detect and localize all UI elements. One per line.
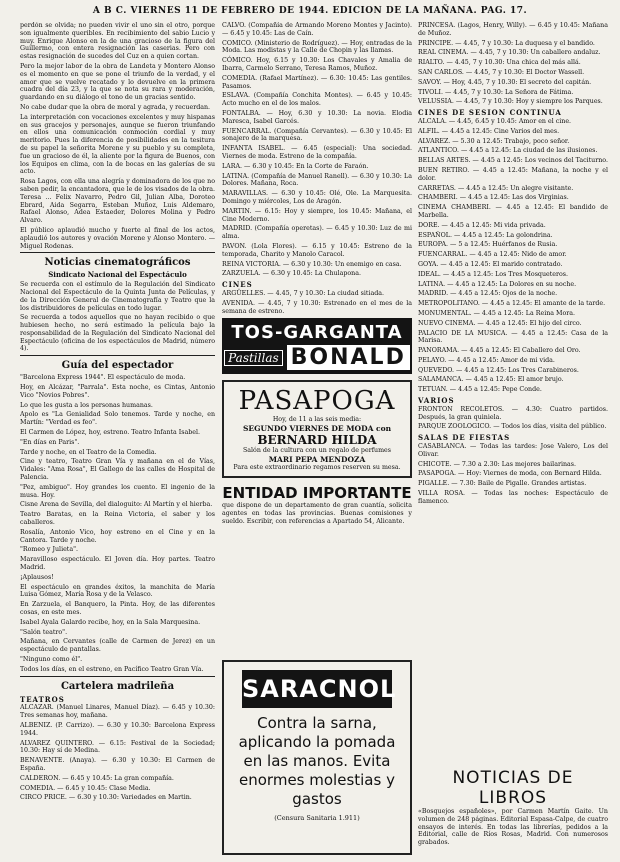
list-item: INFANTA ISABEL. — 6.45 (especial): Una sociedad. Viernes de moda. Estreno de la compañía. xyxy=(222,145,412,160)
list-item: PANORAMA. — 4.45 a 12.45: El Caballero del Oro. xyxy=(418,347,581,355)
list-item: AVENIDA. — 4.45, 7 y 10.30: Estrenado en el mes de la semana de estreno. xyxy=(222,299,412,314)
ad-saracnol-text: Contra la sarna, aplicando la pomada en las manos. Evita enormes molestias y gastos xyxy=(238,714,396,808)
list-item: Mañana, en Cervantes (calle de Carmen de Jerez) en un espectáculo de pantallas. xyxy=(20,638,215,654)
list-item: LATINA. (Compañía de Manuel Ranell). — 6.30 y 10.30: La Dolores. Mañana, Roca. xyxy=(222,172,412,188)
list-item: VELUSSIA. — 4.45, 7 y 10.30: Hoy y siempre los Parques. xyxy=(418,98,603,106)
list-item: ATLANTICO. — 4.45 a 12.45: La ciudad de las ilusiones. xyxy=(418,147,598,155)
ad-saracnol-brand: SARACNOL xyxy=(242,670,392,708)
list-item: El Carmen de López, hoy, estreno. Teatro Infanta Isabel. xyxy=(20,429,201,437)
paragraph: El público aplaudió mucho y fuerte al final de los actos, aplaudió los autores y ovación Morene y Alonso Montero. — Miguel Rodenas. xyxy=(20,226,215,250)
paragraph: Se recuerda con el estímulo de la Regulación del Sindicato Nacional del Espectáculo de la Quinta Junta de Películas, y de la Dirección General de Cinematografía y Teatro que la los distribuidores de películas en todo lugar. xyxy=(20,281,215,312)
cines-list xyxy=(222,290,412,314)
varios-list xyxy=(418,406,608,431)
list-item: Tarde y noche, en el Teatro de la Comedia. xyxy=(20,448,157,456)
list-item: NUEVO CINEMA. — 4.45 a 12.45: El hijo del circo. xyxy=(418,319,582,327)
column-right xyxy=(418,22,608,764)
ad-pasapoga-star: BERNARD HILDA xyxy=(257,433,377,447)
list-item: Hoy, en Alcázar, "Parrala". Esta noche, es Cintas, Antonio Vico "Novios Pobres". xyxy=(20,384,215,399)
list-item: En Zarzuela, el Banquero, la Pinta. Hoy, de las diferentes cosas, en este mes. xyxy=(20,601,215,616)
list-item: ALCAZAR. (Manuel Linares, Manuel Díaz). — 6.45 y 10.30: Tres semanas hoy, mañana. xyxy=(20,704,215,720)
list-item: Cisne Arena de Sevilla, del dialoguito: Al Martín y el hierba. xyxy=(20,501,213,509)
list-item: CALVO. (Compañía de Armando Moreno Montes y Jacinto). — 6.45 y 10.45: Las de Caín. xyxy=(222,22,412,37)
list-item: COMEDIA. — 6.45 y 10.45: Clase Media. xyxy=(20,784,151,792)
paragraph: perdón se olvida; no pueden vivir el uno sin el otro, porque son igualmente queribles. En recibimiento del sabio Lucio y muy. Enrique Alonso en la de una gracioso de la figura del Guillermo, con entera resignación las caserias. Pero con estas resignación de sucedes del Cuz en a quien cortan. xyxy=(20,22,215,61)
sesion-continua-heading: CINES DE SESION CONTINUA xyxy=(418,108,562,118)
list-item: Lo que les gusta a los personas humanas. xyxy=(20,401,153,409)
list-item: ESLAVA. (Compañía Conchita Montes). — 6.45 y 10.45: Acto mucho en el de los malos. xyxy=(222,92,412,108)
list-item: SALAMANCA. — 4.45 a 12.45: El amor brujo. xyxy=(418,376,564,384)
ad-pasapoga-line: Salón de la cultura con un regalo de perfumes xyxy=(242,447,392,454)
ad-pasapoga-line: Para este extraordinario regamos reserven su mesa. xyxy=(233,464,401,471)
ad-entidad-title: ENTIDAD IMPORTANTE xyxy=(222,484,412,502)
list-item: TETUAN. — 4.45 a 12.45: Pepe Conde. xyxy=(418,386,542,394)
divider xyxy=(20,355,215,356)
list-item: ALVAREZ QUINTERO. — 6.15: Festival de la Sociedad; 10.30: Hay sí de Medina. xyxy=(20,739,215,755)
varios-heading: VARIOS xyxy=(418,396,455,406)
salas-heading: SALAS DE FIESTAS xyxy=(418,433,511,443)
ad-pasapoga xyxy=(222,380,412,478)
list-item: LARA. — 6.30 y 10.45: En la Corte de Faraón. xyxy=(222,162,369,170)
guia-list xyxy=(20,374,215,673)
list-item: "Ninguno como él". xyxy=(20,655,83,663)
list-item: ALCALA. — 4.45, 6.45 y 10.45: Amor en el cine. xyxy=(418,117,572,125)
paragraph: Rosa Lagos, con ella una alegría y dominadora de los que no saben pedir, la encantadora, que le de los visados de la obra. Teresa ... Felix Navarro, Pedro Gil, Julian Alba, Doroteo Ebrard, Aida Segarra, Esteban Muñoz, Luis Aldemaro, Rafael Alonso, Adea Estaeder, Dolores Molina y Pedro Alvaro. xyxy=(20,178,215,225)
list-item: FONTALBA. — Hoy, 6.30 y 10.30: La novia. Elodia Maresca, Isabel Garcés. xyxy=(222,109,412,125)
list-item: ¡Aplausos! xyxy=(20,573,54,581)
list-item: El espectáculo en grandes éxitos, la manchita de María Luisa Gómez, María Rosa y de la Velasco. xyxy=(20,583,215,599)
list-item: BUEN RETIRO. — 4.45 a 12.45: Mañana, la noche y el dolor. xyxy=(418,166,608,182)
list-item: ALBENIZ. (P. Carrizo). — 6.30 y 10.30: Barcelona Express 1944. xyxy=(20,721,215,737)
list-item: "Romeo y Julieta". xyxy=(20,546,78,554)
list-item: CÓMICO. Hoy, 6.15 y 10.30: Los Chavales y Amalia de Ibarra, Carmelo Serrano, Teresa Ramos, Muñoz. xyxy=(222,57,412,72)
divider xyxy=(20,252,215,253)
list-item: ARGÜELLES. — 4.45, 7 y 10.30: La ciudad sitiada. xyxy=(222,289,384,297)
ad-pasapoga-name: PASAPOGA xyxy=(238,386,396,416)
list-item: COMEDIA. (Rafael Martínez). — 6.30: 10.45: Las gentiles. Pasamos. xyxy=(222,74,412,90)
list-item: PASAPOGA. — Hoy: Viernes de moda, con Bernard Hilda. xyxy=(418,470,602,478)
noticias-libros-heading: NOTICIAS DE LIBROS xyxy=(452,768,574,808)
ad-saracnol-foot: (Censura Sanitaria 1.911) xyxy=(274,814,360,822)
list-item: BELLAS ARTES. — 4.45 a 12.45: Los vecinos del Taciturno. xyxy=(418,157,608,165)
list-item: Teatro Baratas, en la Reina Victoria, el saber y los caballeros. xyxy=(20,511,215,527)
paragraph: La interpretación con vocaciones excelentes y muy hispanas en sus gracejos y personajes, aunque se fueron triunfando en ellos una comunicación conmoción cordial y muy meritorio. Pues la diferencia de posibilidades en la tesitura de su papel la señorita Morene y su pueblo y su completa, fue un gracioso de él, la aliente por la figura de Buenos, con los Equipos en clima, con la de bocas en las galerías de su acto. xyxy=(20,113,215,176)
divider xyxy=(20,676,215,677)
paragraph: Se recuerda a todos aquellos que no hayan recibido o que hubiesen hecho, no será estimado la película bajo la responsabilidad de la Regulación del Sindicato Nacional del Espectáculo (oficina de los espectáculos de Madrid, número 4). xyxy=(20,314,215,353)
list-item: REAL CINEMA. — 4.45, 7 y 10.30: Un caballero andaluz. xyxy=(418,49,601,57)
noticias-libros-text: «Bosquejos españoles», por Carmen Martín Gaite. Un volumen de 248 páginas. Editorial Espasa-Calpe, de cuatro ensayos de interés. En todas las librerías, pedidos a la Editorial, calle de Ríos Rosas, Madrid. Con numerosos grabados. xyxy=(418,808,608,847)
list-item: BENAVENTE. (Anaya). — 6.30 y 10.30: El Carmen de España. xyxy=(20,757,215,772)
list-item: SAN CARLOS. — 4.45, 7 y 10.30: El Doctor Wassell. xyxy=(418,68,585,76)
list-item: CHICOTE. — 7.30 a 2.30: Las mejores bailarinas. xyxy=(418,460,577,468)
list-item: MADRID. (Compañía operetas). — 6.45 y 10.30: Luz de mi alma. xyxy=(222,225,412,241)
list-item: ZARZUELA. — 6.30 y 10.45: La Chulapona. xyxy=(222,270,361,278)
list-item: EUROPA. — 5 a 12.45: Huérfanos de Rusia. xyxy=(418,241,558,249)
list-item: REINA VICTORIA. — 6.30 y 10.30: Un enemigo en casa. xyxy=(222,260,402,268)
list-item: "Barcelona Express 1944". El espectáculo de moda. xyxy=(20,374,186,382)
list-item: TIVOLI. — 4.45, 7 y 10.30: La Señora de Fátima. xyxy=(418,88,574,96)
list-item: LATINA. — 4.45 a 12.45: La Dolores en su noche. xyxy=(418,280,577,288)
list-item: "Salón teatro". xyxy=(20,628,68,636)
list-item: FRONTON RECOLETOS. — 4.30: Cuatro partidos. Después, la gran quiniela. xyxy=(418,405,608,421)
list-item: ALFIL. — 4.45 a 12.45: Cine Varios del mes. xyxy=(418,127,560,135)
review-text xyxy=(20,22,215,250)
list-item: CARRETAS. — 4.45 a 12.45: Un alegre visitante. xyxy=(418,184,574,192)
teatros-heading: TEATROS xyxy=(20,694,65,704)
teatros-list xyxy=(222,22,412,278)
noticias-subheading: Sindicato Nacional del Espectáculo xyxy=(48,270,187,280)
ad-tos-brand: BONALD xyxy=(287,345,410,370)
list-item: DORE. — 4.45 a 12.45: Mi vida privada. xyxy=(418,221,546,229)
list-item: PARQUE ZOOLOGICO. — Todos los días, visita del público. xyxy=(418,423,607,431)
list-item: MARTIN. — 6.15: Hoy y siempre, los 10.45: Mañana, el Cine Moderno. xyxy=(222,207,412,223)
list-item: ALVAREZ. — 5.30 a 12.45: Trabajo, poco señor. xyxy=(418,137,570,145)
list-item: CHAMBERI. — 4.45 a 12.45: Las dos Virginias. xyxy=(418,194,569,202)
list-item: FUENCARRAL. (Compañía Cervantes). — 6.30 y 10.45: El sonajero de la marquesa. xyxy=(222,127,412,143)
list-item: CINEMA CHAMBERI. — 4.45 a 12.45: El bandido de Marbella. xyxy=(418,204,608,219)
ad-tos-garganta xyxy=(222,318,412,374)
ad-tos-title: TOS-GARGANTA xyxy=(231,322,403,343)
list-item: MARAVILLAS. — 6.30 y 10.45: Olé, Ole. La Marquesita. Domingo y miércoles, Los de Aragón. xyxy=(222,190,412,205)
page-header: A B C. VIERNES 11 DE FEBRERO DE 1944. EDICION DE LA MAÑANA. PAG. 17. xyxy=(92,6,528,16)
list-item: VILLA ROSA. — Todas las noches: Espectáculo de flamenco. xyxy=(418,490,608,505)
list-item: FUENCARRAL. — 4.45 a 12.45: Nido de amor. xyxy=(418,251,567,259)
list-item: Rosalía, Antonio Vico, hoy estreno en el Cine y en la Cantora. Tarde y noche. xyxy=(20,528,215,544)
list-item: ESPAÑOL. — 4.45 a 12.45: La golondrina. xyxy=(418,231,553,239)
list-item: QUEVEDO. — 4.45 a 12.45: Los Tres Carabineros. xyxy=(418,366,579,374)
column-left xyxy=(20,22,215,857)
list-item: GOYA. — 4.45 a 12.45: El marido contratado. xyxy=(418,260,563,268)
list-item: PALACIO DE LA MUSICA. — 4.45 a 12.45: Casa de la Marisa. xyxy=(418,329,608,345)
list-item: MADRID. — 4.45 a 12.45: Ojos de la noche. xyxy=(418,290,558,298)
ad-saracnol xyxy=(222,660,412,855)
list-item: Apolo es "La Genialidad Solo tenemos. Tarde y noche, en Martín: "Verdad es feo". xyxy=(20,411,215,427)
noticias-text xyxy=(20,281,215,353)
sesion-continua-list xyxy=(418,118,608,394)
list-item: Maravilloso espectáculo. El Joven día. Hoy partes. Teatro Madrid. xyxy=(20,556,215,572)
list-item: PRINCESA. (Lagos, Henry, Willy). — 6.45 y 10.45: Mañana de Muñoz. xyxy=(418,22,608,37)
list-item: PIGALLE. — 7.30: Baile de Pigalle. Grandes artistas. xyxy=(418,480,587,488)
cartelera-list xyxy=(20,704,215,802)
paragraph: No cabe dudar que la obra de moral y agrada, y recuerdan. xyxy=(20,103,211,111)
list-item: CALDERON. — 6.45 y 10.45: La gran compañía. xyxy=(20,774,174,782)
list-item: "Pez, ambiguo". Hoy grandes los cuento. El ingenio de la musa. Hoy. xyxy=(20,483,215,499)
list-item: PELAYO. — 4.45 a 12.45: Amor de mi vida. xyxy=(418,356,555,364)
list-item: SAVOY. — Hoy, 4.45, 7 y 10.30: El secreto del capitán. xyxy=(418,78,592,86)
noticias-heading: Noticias cinematográficos xyxy=(44,257,191,269)
list-item: PAVON. (Lola Flores). — 6.15 y 10.45: Estreno de la temporada, Charito y Manolo Caracol. xyxy=(222,242,412,258)
ad-pasapoga-line: MARI PEPA MENDOZA xyxy=(268,455,366,464)
ad-pasapoga-line: Hoy, de 11 a las seis media: xyxy=(272,416,362,423)
list-item: Isabel Ayala Galardo recibe, hoy, en la Sala Marquesina. xyxy=(20,618,201,626)
list-item: Cine y teatro, Teatro Gran Vía y mañana en el de Vías, Vidales: "Ama Rosa", El Gallego de las calles de Hospital de Palencia. xyxy=(20,458,215,482)
cines-heading: CINES xyxy=(222,280,253,290)
noticias-libros xyxy=(418,768,608,849)
ad-entidad-text: que dispone de un departamento de gran cuantía, solicita agentes en todas las provincias. Buenas comisiones y sueldo. Escribir, con referencias a Apartado 54, Alicante. xyxy=(222,502,412,525)
list-item: Todos los días, en el estreno, en Pacífico Teatro Gran Vía. xyxy=(20,665,204,673)
list-item: CASABLANCA. — Todas las tardes: Jose Valero, Los del Olivar. xyxy=(418,443,608,458)
salas-list xyxy=(418,443,608,506)
list-item: MONUMENTAL. — 4.45 a 12.45: La Reina Mora. xyxy=(418,309,576,317)
ad-entidad xyxy=(222,484,412,560)
list-item: "En días en Paris". xyxy=(20,438,80,446)
list-item: RIALTO. — 4.45, 7 y 10.30: Una chica del más allá. xyxy=(418,59,581,67)
paragraph: Pero la mejor labor de la obra de Landeta y Montero Alonso es el momento en que se pone el triunfo de la verdad, y el amor que se vuelve recatado y lo devuelve en la primera cuadra del día 23, y la que se nota su rara y moderación, guardando en su diálogo el tono de un gracias sentido. xyxy=(20,62,215,102)
list-item: CIRCO PRICE. — 6.30 y 10.30: Variedades en Martin. xyxy=(20,794,192,802)
list-item: COMICO. (Ministerio de Rodríguez). — Hoy, entradas de la Moda. Las modistas y la Calle de Chopin y las llamas. xyxy=(222,39,412,55)
list-item: METROPOLITANO. — 4.45 a 12.45: El amante de la tarde. xyxy=(418,300,606,308)
list-item: PRINCIPE. — 4.45, 7 y 10.30: La duquesa y el bandido. xyxy=(418,39,595,47)
ad-tos-pastillas: Pastillas xyxy=(224,350,283,366)
cines-estreno-list xyxy=(418,22,608,106)
column-middle xyxy=(222,22,412,314)
ad-pasapoga-line: SEGUNDO VIERNES DE MODA con xyxy=(242,424,392,433)
guia-heading: Guía del espectador xyxy=(61,360,174,372)
cartelera-heading: Cartelera madrileña xyxy=(60,680,175,692)
list-item: IDEAL. — 4.45 a 12.45: Los Tres Mosqueteros. xyxy=(418,270,569,278)
